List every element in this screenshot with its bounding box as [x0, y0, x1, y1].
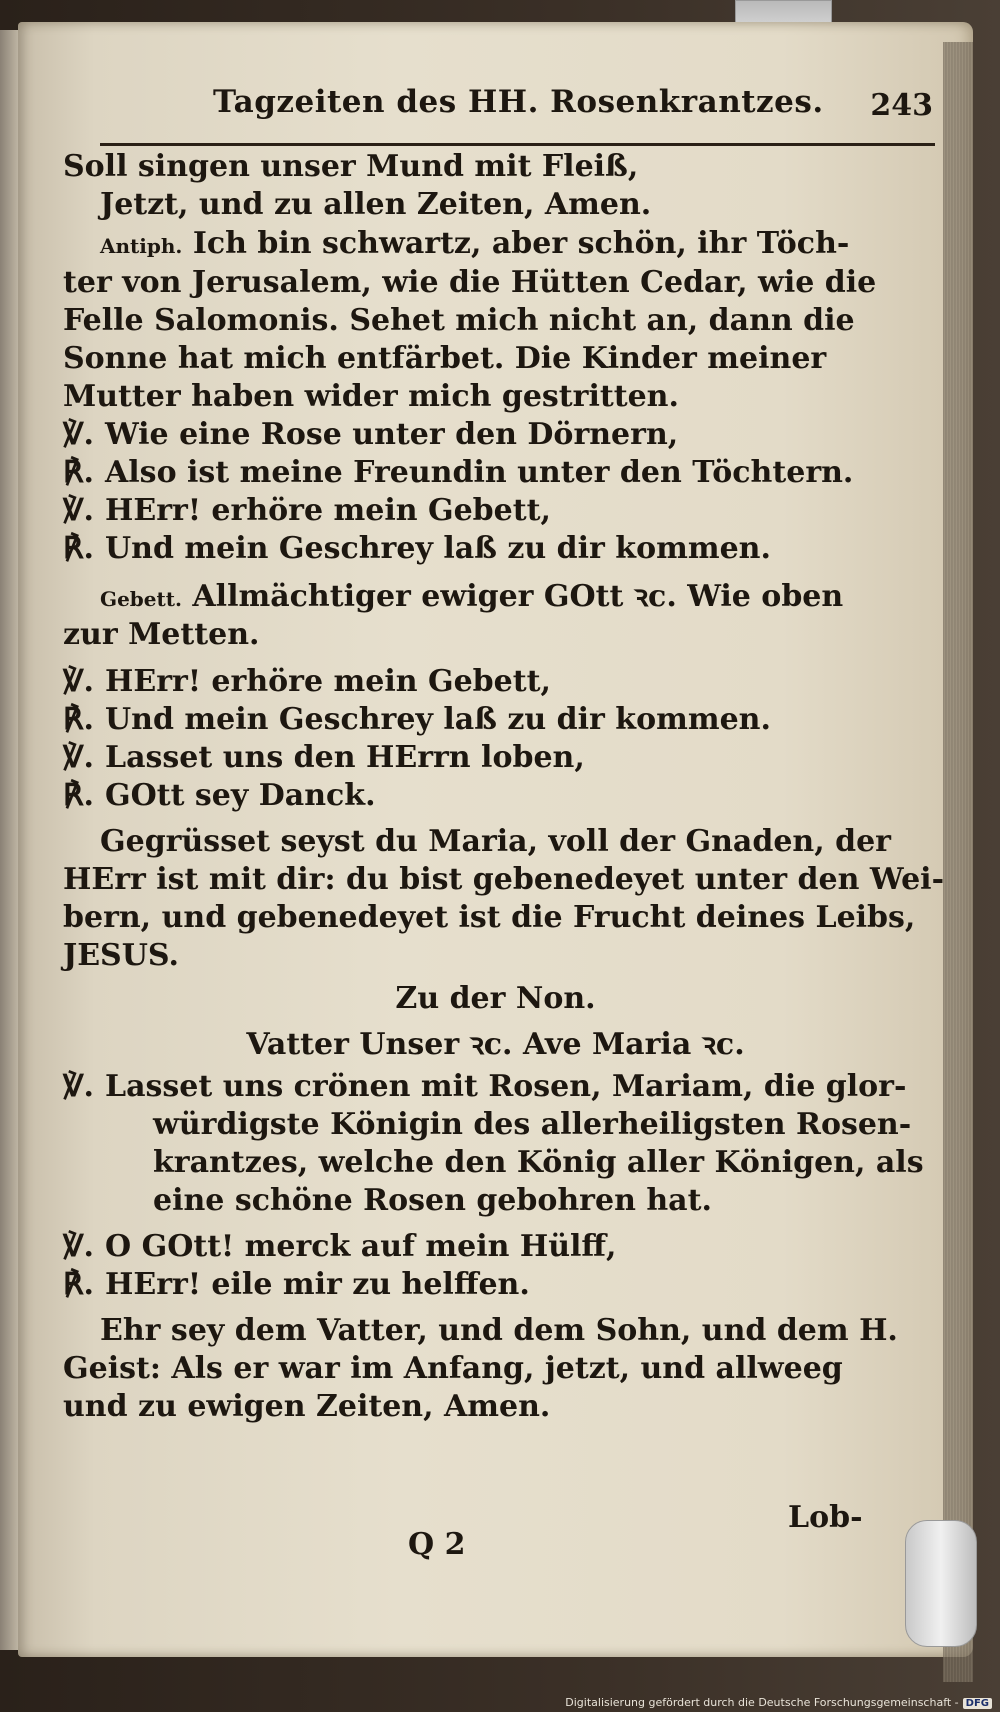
text-line: HErr ist mit dir: du bist gebenedeyet unter den Wei- — [63, 862, 945, 897]
bottom-clip — [905, 1520, 977, 1647]
section-heading: Zu der Non. — [395, 981, 596, 1016]
text-line: Mutter haben wider mich gestritten. — [63, 379, 679, 414]
versicle-line: ℣. O GOtt! merck auf mein Hülff, — [63, 1229, 617, 1264]
text-line: Geist: Als er war im Anfang, jetzt, und allweeg — [63, 1351, 843, 1386]
page-text — [18, 22, 973, 1657]
text-line: Vatter Unser ꝛc. Ave Maria ꝛc. — [246, 1027, 745, 1062]
response-line: ℟. GOtt sey Danck. — [63, 778, 376, 813]
response-line: ℟. Und mein Geschrey laß zu dir kommen. — [63, 531, 771, 566]
running-title: Tagzeiten des HH. Rosenkrantzes. — [213, 84, 824, 120]
credit-text: Digitalisierung gefördert durch die Deutsche Forschungsgemeinschaft - DFG — [565, 1696, 992, 1709]
text-line: JESUS. — [63, 938, 179, 973]
page-header — [213, 84, 933, 136]
versicle-line: ℣. Wie eine Rose unter den Dörnern, — [63, 417, 679, 452]
text-line: eine schöne Rosen gebohren hat. — [153, 1183, 712, 1218]
book-page — [18, 22, 973, 1657]
signature-mark: Q 2 — [408, 1527, 466, 1562]
text-line: und zu ewigen Zeiten, Amen. — [63, 1389, 551, 1424]
text-line: Felle Salomonis. Sehet mich nicht an, dann die — [63, 303, 855, 338]
page-number: 243 — [870, 88, 933, 123]
text-line: würdigste Königin des allerheiligsten Rosen- — [153, 1107, 912, 1142]
text-line: krantzes, welche den König aller Königen, als — [153, 1145, 924, 1180]
versicle-line: ℣. Lasset uns crönen mit Rosen, Mariam, die glor- — [63, 1069, 907, 1104]
versicle-line: ℣. HErr! erhöre mein Gebett, — [63, 664, 551, 699]
header-rule — [100, 143, 935, 146]
text-line: Jetzt, und zu allen Zeiten, Amen. — [100, 187, 652, 222]
text-line: Gebett. Allmächtiger ewiger GOtt ꝛc. Wie oben — [100, 579, 844, 614]
response-line: ℟. Und mein Geschrey laß zu dir kommen. — [63, 702, 771, 737]
response-line: ℟. Also ist meine Freundin unter den Töchtern. — [63, 455, 854, 490]
response-line: ℟. HErr! eile mir zu helffen. — [63, 1267, 530, 1302]
catchword: Lob- — [788, 1500, 863, 1535]
text-line: Gegrüsset seyst du Maria, voll der Gnaden, der — [100, 824, 891, 859]
dfg-logo: DFG — [963, 1698, 992, 1709]
text-line: bern, und gebenedeyet ist die Frucht deines Leibs, — [63, 900, 916, 935]
text-line: ter von Jerusalem, wie die Hütten Cedar, wie die — [63, 265, 877, 300]
text-line: Soll singen unser Mund mit Fleiß, — [63, 149, 639, 184]
versicle-line: ℣. Lasset uns den HErrn loben, — [63, 740, 585, 775]
text-line: Antiph. Ich bin schwartz, aber schön, ihr Töch- — [100, 226, 850, 261]
text-line: Sonne hat mich entfärbet. Die Kinder meiner — [63, 341, 827, 376]
credit-bar — [0, 1690, 1000, 1712]
text-line: zur Metten. — [63, 617, 260, 652]
versicle-line: ℣. HErr! erhöre mein Gebett, — [63, 493, 551, 528]
text-line: Ehr sey dem Vatter, und dem Sohn, und dem H. — [100, 1313, 898, 1348]
